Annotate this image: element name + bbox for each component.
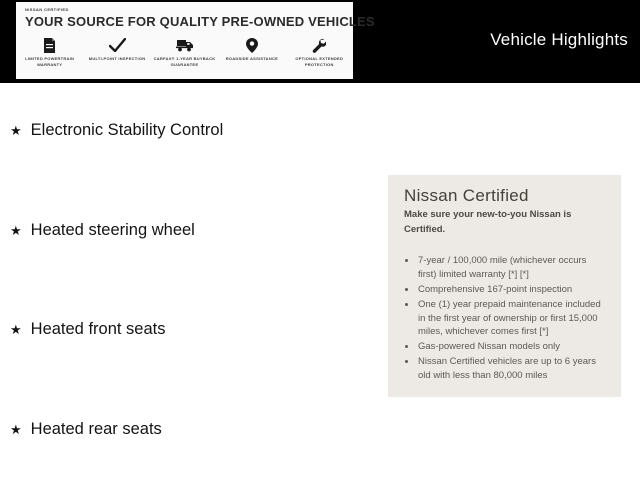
star-bullet-icon: ★	[10, 322, 22, 337]
feature-item-heated-front-seats	[10, 320, 165, 339]
feature-label: Heated front seats	[30, 320, 166, 338]
benefit-row	[16, 37, 353, 69]
certified-benefit-item: • Gas-powered Nissan models only	[417, 340, 605, 354]
benefit-label: ROADSIDE ASSISTANCE	[225, 56, 279, 61]
benefit-limited-powertrain-warranty	[18, 37, 82, 69]
benefit-optional-extended-protection	[287, 37, 351, 69]
banner-eyebrow: NISSAN CERTIFIED	[25, 7, 69, 12]
benefit-label: MULTI-POINT INSPECTION	[88, 56, 146, 61]
certified-benefit-item: • Comprehensive 167-point inspection	[417, 283, 605, 297]
certified-benefit-item: • 7-year / 100,000 mile (whichever occurs first) limited warranty [*] [*]	[417, 254, 605, 282]
tow-truck-icon	[152, 37, 216, 53]
benefit-label: CARFAX® 1-YEAR BUYBACK GUARANTEE	[153, 56, 216, 68]
page-header	[0, 0, 640, 83]
certified-benefit-list	[404, 254, 605, 382]
benefit-roadside-assistance	[220, 37, 284, 62]
certified-banner	[16, 2, 375, 79]
warranty-document-icon	[18, 37, 82, 53]
benefit-multi-point-inspection	[85, 37, 149, 62]
certified-benefit-item: • Nissan Certified vehicles are up to 6 years old with less than 80,000 miles	[417, 355, 605, 383]
benefit-carfax-buyback-guarantee	[152, 37, 216, 69]
feature-label: Heated rear seats	[30, 420, 162, 438]
feature-label: Heated steering wheel	[30, 221, 195, 239]
wrench-icon	[287, 37, 351, 53]
certified-card-title: Nissan Certified	[404, 186, 529, 205]
banner-headline: YOUR SOURCE FOR QUALITY PRE-OWNED VEHICLES	[25, 14, 375, 29]
page-title: Vehicle Highlights	[490, 30, 628, 49]
star-bullet-icon: ★	[10, 422, 22, 437]
star-bullet-icon: ★	[10, 123, 22, 138]
star-bullet-icon: ★	[10, 223, 22, 238]
feature-item-heated-steering-wheel	[10, 221, 195, 240]
benefit-label: LIMITED POWERTRAIN WARRANTY	[25, 56, 75, 68]
checkmark-icon	[85, 37, 149, 53]
nissan-certified-card	[388, 175, 621, 397]
feature-item-electronic-stability-control	[10, 121, 223, 140]
feature-item-heated-rear-seats	[10, 420, 162, 439]
benefit-label: OPTIONAL EXTENDED PROTECTION	[295, 56, 344, 68]
certified-benefit-item: • One (1) year prepaid maintenance included in the first year of ownership or first 15,000 miles, whichever comes first [*]	[417, 298, 605, 339]
map-pin-icon	[220, 37, 284, 53]
certified-card-subtitle: Make sure your new-to-you Nissan is Certified.	[404, 209, 572, 235]
feature-label: Electronic Stability Control	[30, 121, 224, 139]
